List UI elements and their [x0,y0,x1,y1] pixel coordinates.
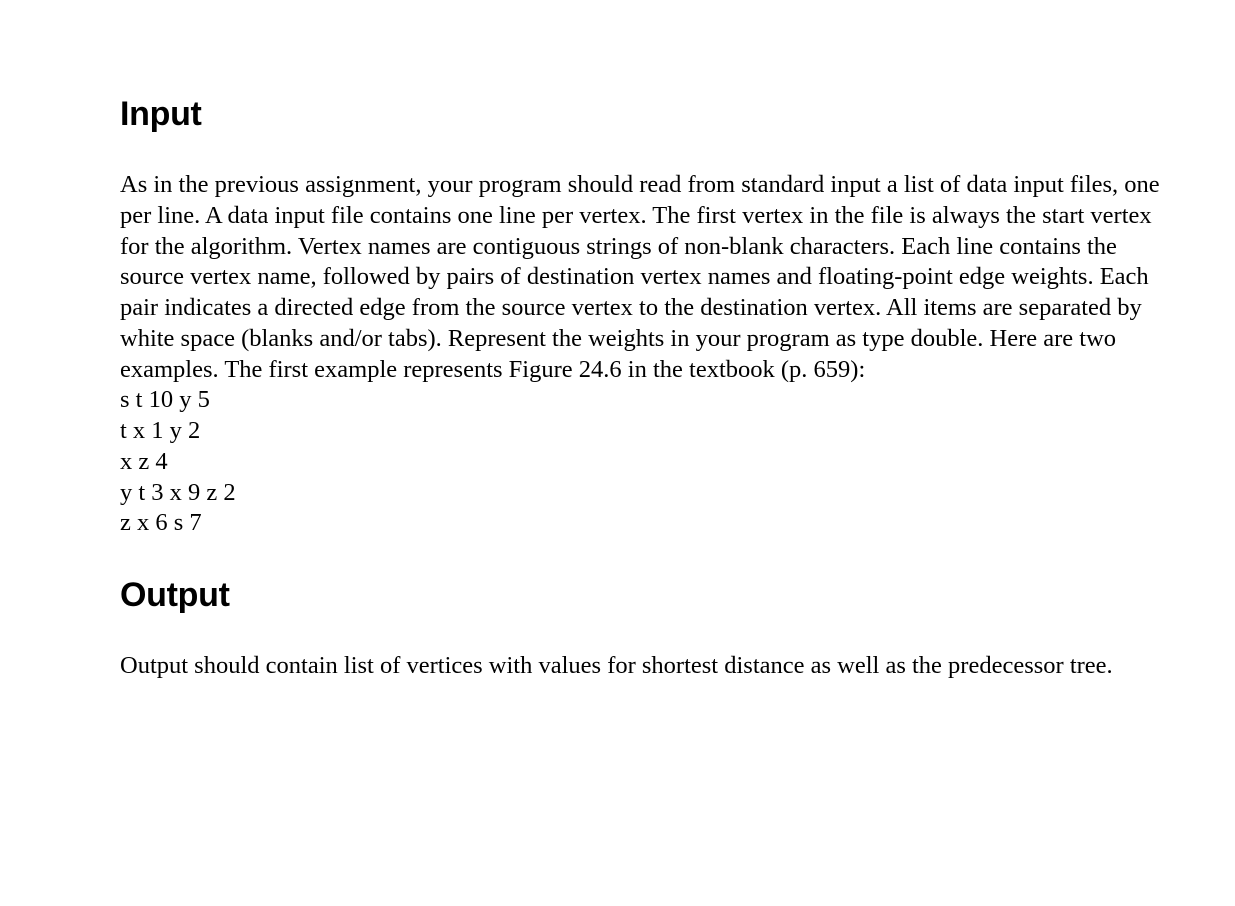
example-input-block [120,385,1160,539]
input-heading: Input [120,95,202,133]
example-line: y t 3 x 9 z 2 [120,478,236,506]
example-line: z x 6 s 7 [120,509,202,537]
example-line: t x 1 y 2 [120,417,201,444]
example-line: x z 4 [120,447,168,475]
output-description: Output should contain list of vertices with values for shortest distance as well as the predecessor tree. [120,652,1113,679]
document-page [120,92,1160,682]
output-heading: Output [120,576,230,614]
input-description: As in the previous assignment, your program should read from standard input a list of data input files, one per line. A data input file contains one line per vertex. The first vertex in the file is always the start vertex for the algorithm. Vertex names are contiguous strings of non-blank characters. Each line contains the source vertex name, followed by pairs of destination vertex names and floating-point edge weights. Each pair indicates a directed edge from the source vertex to the destination vertex. All items are separated by white space (blanks and/or tabs). Represent the weights in your program as type double. Here are two examples. The first example represents Figure 24.6 in the textbook (p. 659): [120,171,1160,383]
example-line: s t 10 y 5 [120,386,210,414]
